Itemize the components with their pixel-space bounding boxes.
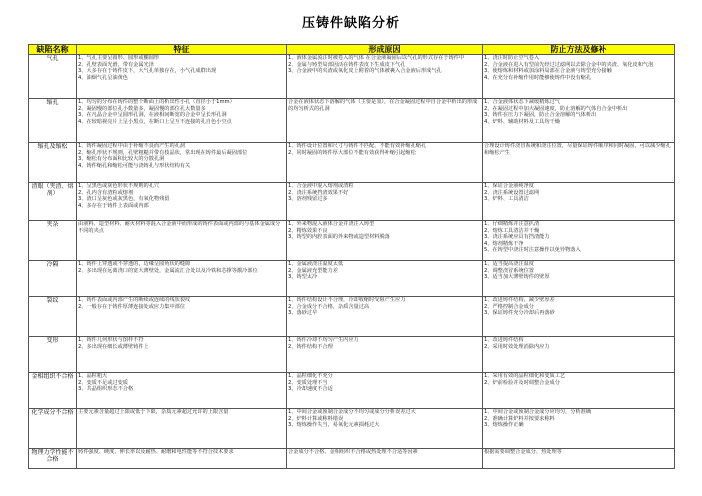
features-line: 主要元素含量超过上限或低于下限，杂质元素超过允许的上限含量 — [78, 409, 229, 415]
prevention-line: 1、改进铸件结构，减少壁厚差 — [484, 297, 555, 303]
features-line: 1、气孔主要呈圆形、圆形或椭圆形 — [78, 55, 160, 61]
features-line: 4、在较暗视亮片上呈小黑点，在断口上呈互不连接的孔自色小空点 — [78, 118, 232, 125]
prevention-cell[interactable] — [483, 449, 675, 469]
features-line: 2、多出现在远离浇口的宽大薄壁处，金属流汇合处以及冷铁和芯撑等激冷部位 — [78, 267, 258, 274]
features-cell[interactable] — [77, 373, 287, 409]
causes-line: 3、溶剂残留过多 — [288, 196, 328, 203]
causes-line: 3、落砂过早 — [288, 310, 318, 317]
causes-line: 1、液体金属流注时被卷入的气体 在合金液凝固后以气孔的形式存在于铸件中 — [288, 55, 465, 61]
prevention-line: 1、保证合金液纯净度 — [484, 183, 534, 189]
causes-line: 1、中间合金或预制合金成分不均匀或成分分析误差过大 — [288, 409, 416, 415]
defect-name-cell[interactable]: 化学成分不合格 — [29, 409, 77, 449]
features-cell[interactable] — [77, 449, 287, 469]
prevention-line: 3、保证铸件充分冷却后再落砂 — [484, 310, 555, 317]
causes-cell[interactable] — [287, 55, 483, 99]
table-row — [29, 143, 675, 183]
causes-cell[interactable] — [287, 449, 483, 469]
prevention-cell[interactable] — [483, 143, 675, 183]
prevention-line: 根据需要调整合金成分、热处理等 — [484, 449, 562, 455]
causes-cell[interactable] — [287, 143, 483, 183]
features-line: 3、共晶组织形态不合格 — [78, 386, 134, 393]
causes-cell[interactable] — [287, 221, 483, 261]
features-line: 1、均匀的分布在铸件的整个断面上的析出性小孔（直径小于1mm） — [78, 99, 235, 105]
prevention-cell[interactable] — [483, 55, 675, 99]
causes-line: 3、铸型的内腔表面的外来物或造型材料脱落 — [288, 234, 390, 241]
prevention-line: 2、在凝固过程中加大凝固速度，防止溶解的气体自合金中析出 — [484, 105, 628, 112]
prevention-line: 2、炉前检验并及时调整合金成分 — [484, 379, 560, 386]
prevention-cell[interactable] — [483, 337, 675, 373]
defect-name-cell[interactable]: 物理力学性能不合格 — [29, 449, 77, 469]
prevention-line: 2、准确计算炉料并按要求称料 — [484, 415, 555, 422]
features-line: 4、油烟气孔呈油黄色 — [78, 74, 128, 81]
prevention-cell[interactable] — [483, 221, 675, 261]
causes-line: 2、同时凝固的铸件厚大部位不能有效获得补缩引起缩松 — [288, 149, 416, 156]
prevention-line: 3、炉料、工具清洁 — [484, 196, 529, 203]
header-name[interactable]: 缺陷名称 — [29, 45, 77, 55]
prevention-line: 3、熔炼操作正确 — [484, 422, 524, 429]
causes-line: 合金成分不合格、金相组织不合格或热处理不合适等因素 — [288, 449, 418, 455]
causes-line: 3、合金液中的夹渣或氧化皮上附着的气体被裹入合金液后形成气孔 — [288, 68, 442, 75]
table-row — [29, 221, 675, 261]
prevention-line: 2、调整浇冒系统位置 — [484, 267, 534, 274]
prevention-line: 3、使熔炼和材料或加涂料局部在合金液与铸型充分接触 — [484, 68, 612, 75]
table-row — [29, 261, 675, 297]
causes-line: 1、金属液浇注温度太低 — [288, 261, 344, 267]
causes-line: 1、合金液中混入熔剂或渣粒 — [288, 183, 354, 189]
causes-line: 2、精炼效果不良 — [288, 227, 328, 234]
prevention-line: 1、仔细精炼并注意扒渣 — [484, 221, 540, 227]
table-row — [29, 55, 675, 99]
prevention-line: 2、严格控制合金成分 — [484, 303, 534, 310]
prevention-cell[interactable] — [483, 297, 675, 337]
prevention-line: 4、炉料、辅助材料及工具均干燥 — [484, 118, 560, 125]
features-cell[interactable] — [77, 261, 287, 297]
prevention-line: 2、合金液在进入有型前先经过过滤网以去除合金中的夹渣、氧化皮和气泡 — [484, 61, 654, 68]
features-cell[interactable] — [77, 297, 287, 337]
causes-line: 1、晶粒细化不充分 — [288, 373, 333, 379]
defect-name-cell[interactable]: 裂纹 — [29, 297, 77, 337]
features-cell[interactable] — [77, 183, 287, 221]
prevention-cell[interactable] — [483, 99, 675, 143]
features-line: 3、在凡晶合金中呈圆形孔洞，在液相间断宽的合金中呈长形孔洞 — [78, 112, 227, 119]
features-line: 3、缩松有分布面积比较大的分散孔洞 — [78, 156, 165, 163]
features-line: 由液料、造型材料、耐火材料等混入合金液中而形成的铸件表面或内部的与基体金属成分不同的夹点 — [78, 221, 281, 234]
features-line: 4、铸件缩孔和缩松可能与浇铸孔与形状结构有关 — [78, 162, 191, 169]
prevention-line: 2、浇注系统设置过滤网 — [484, 189, 540, 196]
features-cell[interactable] — [77, 409, 287, 449]
prevention-cell[interactable] — [483, 373, 675, 409]
causes-line: 2、炉料计算或称料错误 — [288, 415, 344, 422]
prevention-line: 1、改进铸件结构 — [484, 337, 524, 343]
defect-name-cell[interactable]: 变形 — [29, 337, 77, 373]
causes-line: 3、冷却速度不合适 — [288, 386, 333, 393]
prevention-cell[interactable] — [483, 409, 675, 449]
header-features[interactable]: 特征 — [77, 45, 287, 55]
header-prevention[interactable]: 防止方法及修补 — [483, 45, 675, 55]
prevention-line: 合理设计铸件浇冒系统和浇注位置，尽量保证铸件顺序和同时凝固，可以减少缩孔和缩松产生 — [484, 143, 671, 156]
causes-cell[interactable] — [287, 297, 483, 337]
features-line: 1、呈黑色或灰色形状不规则的孔穴 — [78, 183, 160, 189]
prevention-line: 1、采用有效的晶粒细化和变质工艺 — [484, 373, 566, 379]
features-line: 1、铸件凝固过程中由于补缩不良而产生的孔洞 — [78, 143, 186, 149]
causes-line: 3、铸型太冷 — [288, 274, 318, 281]
defect-name-cell[interactable]: 金相组织不合格 — [29, 373, 77, 409]
causes-line: 1、铸件结构设计不合理，冷却收缩时受阻产生应力 — [288, 297, 406, 303]
causes-line: 3、熔炼操作失当，易氧化元素损耗过大 — [288, 422, 380, 429]
prevention-line: 3、适当加大薄壁铸件的壁厚 — [484, 274, 550, 281]
prevention-line: 2、采用时效处理消除内应力 — [484, 343, 550, 350]
causes-cell[interactable] — [287, 373, 483, 409]
page-title: 压铸件缺陷分析 — [301, 16, 400, 31]
table-row — [29, 99, 675, 143]
prevention-line: 3、浇注系统应具有挡渣能力 — [484, 234, 550, 241]
defect-name-cell[interactable]: 气孔 — [29, 55, 77, 99]
features-line: 2、一般存在于铸件厚薄连接处或应力集中部位 — [78, 303, 186, 310]
features-cell[interactable] — [77, 55, 287, 99]
features-line: 4、多存在于铸件上表面或内部 — [78, 202, 149, 209]
features-line: 1、铸件几何形状与图样不符 — [78, 337, 144, 343]
prevention-line: 4、在充分有补缩作用时能够使铸件中没有缩孔 — [484, 74, 592, 81]
causes-cell[interactable] — [287, 183, 483, 221]
features-line: 3、大多存在于铸件皮下，大气孔单独存在，小气孔成群出现 — [78, 68, 217, 75]
defect-name-cell[interactable]: 冷隔 — [29, 261, 77, 297]
prevention-line: 1、浇注时防止空气卷入 — [484, 55, 540, 61]
features-line: 3、渣口呈灰色或灰黑色，有氧化物残留 — [78, 196, 170, 203]
features-line: 1、晶粒粗大 — [78, 373, 108, 379]
prevention-line: 1、中间合金或预制合金成分应均匀，分析准确 — [484, 409, 592, 415]
features-line: 2、多出现在细长或薄壁铸件上 — [78, 343, 149, 350]
causes-line: 合金在液体状态下溶解的气体（主要是氢），在合金凝固过程中自合金中析出的形成的均匀析式的孔洞 — [288, 99, 478, 112]
causes-line: 2、合金成分不合格，杂质含量过高 — [288, 303, 370, 310]
prevention-line: 2、熔炼工具清洁并干燥 — [484, 227, 540, 234]
table-row — [29, 373, 675, 409]
table-row — [29, 183, 675, 221]
header-causes[interactable]: 形成原因 — [287, 45, 483, 55]
defect-name-cell[interactable]: 渣眼（夹渣、熔剂） — [29, 183, 77, 221]
defect-name-cell[interactable]: 缩孔 — [29, 99, 77, 143]
features-line: 2、孔内含有渣粒或熔剂 — [78, 189, 134, 196]
features-line: 铸件强度、硬度、伸长率以及耐热、耐磨和电性能等不符合技术要求 — [78, 449, 234, 455]
table-row — [29, 297, 675, 337]
prevention-line: 3、铸件在压力下凝固，防止合金溶解的气体析出 — [484, 112, 597, 119]
causes-cell[interactable] — [287, 99, 483, 143]
header-row — [29, 45, 675, 55]
prevention-line: 4、熔剂精炼干净 — [484, 240, 524, 247]
causes-cell[interactable] — [287, 409, 483, 449]
prevention-line: 5、在铸型中浇注时注意操作以免异物落入 — [484, 247, 581, 254]
defect-name-cell[interactable]: 缩孔及缩松 — [29, 143, 77, 183]
features-line: 1、铸件上穿透或不穿透的，边缘呈圆角状的缝隙 — [78, 261, 191, 267]
causes-line: 2、铸件结构不合理 — [288, 343, 333, 350]
features-line: 2、凝固慢的部位孔小数量多，凝固慢的部位孔大数量多 — [78, 105, 206, 112]
causes-line: 2、金属液充型能力差 — [288, 267, 338, 274]
prevention-cell[interactable] — [483, 261, 675, 297]
causes-line: 2、金属与铸型局部因活在铸件表皮下生成皮下气孔 — [288, 61, 406, 68]
features-cell[interactable] — [77, 221, 287, 261]
features-line: 2、孔壁表面光滑，带有金属光泽 — [78, 61, 154, 68]
defect-name-cell[interactable]: 夹杂 — [29, 221, 77, 261]
causes-line: 2、浇注系统挡渣效果不好 — [288, 189, 349, 196]
features-cell[interactable] — [77, 99, 287, 143]
table-row — [29, 449, 675, 469]
prevention-cell[interactable] — [483, 183, 675, 221]
causes-cell[interactable] — [287, 337, 483, 373]
prevention-line: 1、合金液体状态下减缓精炼过气 — [484, 99, 560, 105]
features-line: 2、缩孔形状不规则，孔壁粗糙并带有枝晶状，常出现在铸件最后凝固部位 — [78, 149, 248, 156]
features-cell[interactable] — [77, 337, 287, 373]
features-line: 1、铸件表面或内部产生的断续或连续的线状裂纹 — [78, 297, 191, 303]
prevention-line: 1、适当提高浇注温度 — [484, 261, 534, 267]
causes-line: 1、铸件设计位置和尺寸与铸件不匹配，不能有效补缩孔缩孔 — [288, 143, 427, 149]
defect-table — [28, 44, 675, 469]
causes-line: 2、变质处理不当 — [288, 379, 328, 386]
table-row — [29, 409, 675, 449]
causes-line: 1、外来物混入液体合金并浇注入铸型 — [288, 221, 375, 227]
features-cell[interactable] — [77, 143, 287, 183]
table-row — [29, 337, 675, 373]
causes-line: 1、铸件冷却不均匀产生内应力 — [288, 337, 359, 343]
features-line: 2、变质不足或过变质 — [78, 379, 128, 386]
causes-cell[interactable] — [287, 261, 483, 297]
